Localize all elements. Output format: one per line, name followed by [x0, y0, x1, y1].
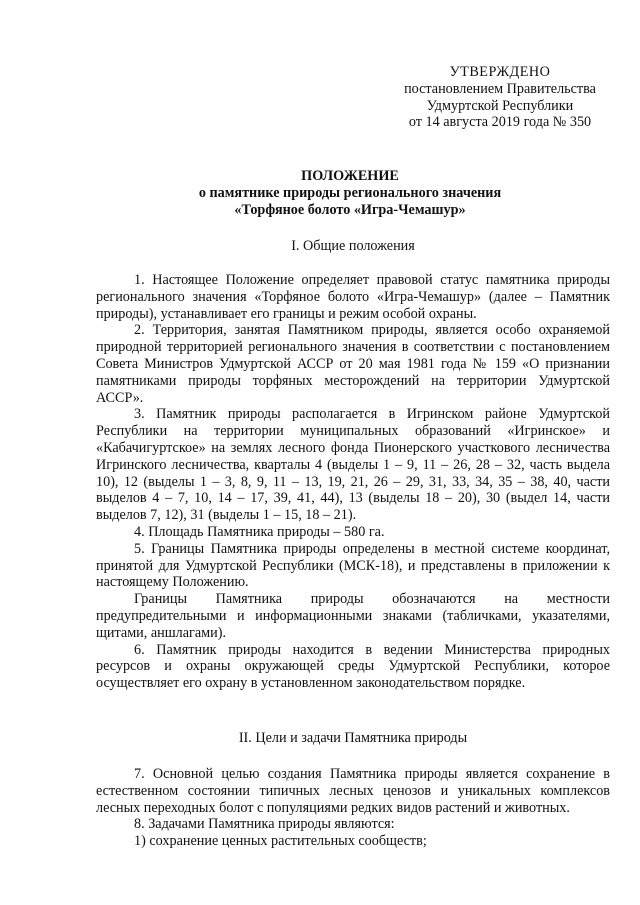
paragraph: 4. Площадь Памятника природы – 580 га. — [134, 523, 385, 540]
section-body — [96, 766, 610, 850]
paragraph: 8. Задачами Памятника природы являются: — [134, 816, 395, 833]
approval-line: Удмуртской Республики — [426, 97, 574, 114]
title-line: «Торфяное болото «Игра-Чемашур» — [234, 201, 466, 218]
paragraph: Границы Памятника природы обозначаются на местности предупредительными и информационными знаками (табличками, указателями, щитами, аншлагами). — [96, 591, 610, 641]
paragraph: 5. Границы Памятника природы определены в местной системе координат, принятой для Удмуртской Республики (МСК-18), и представлены в приложении к настоящему Положению. — [96, 540, 610, 591]
section-heading: II. Цели и задачи Памятника природы — [238, 730, 468, 746]
paragraph: 1. Настоящее Положение определяет правовой статус памятника природы регионального значения «Торфяное болото «Игра-Чемашур» (далее – Памятник природы), устанавливает его границы и режим особой охраны. — [96, 272, 610, 322]
approval-head: УТВЕРЖДЕНО — [449, 64, 551, 80]
paragraph: 1) сохранение ценных растительных сообществ; — [134, 833, 427, 850]
title-line: о памятнике природы регионального значения — [198, 184, 502, 201]
document-title — [90, 168, 610, 218]
approval-stamp — [395, 64, 605, 131]
paragraph: 3. Памятник природы располагается в Игринском районе Удмуртской Республики на территории муниципальных образований «Игринское» и «Кабачигуртское» на землях лесного фонда Пионерского участкового лесничества Игринского лесничества, кварталы 4 (выделы 1 – 9, 11 – 26, 28 – 32, часть выдела 10), 12 (выделы 1 – 3, 8, 9, 11 – 13, 19, 21, 26 – 29, 31, 33, 34, 35 – 38, 40, части выделов 4 – 7, 10, 14 – 17, 39, 41, 44), 13 (выделы 18 – 20), 30 (выдел 14, части выделов 7, 12), 31 (выделы 1 – 15, 18 – 21). — [96, 406, 610, 524]
approval-line: от 14 августа 2019 года № 350 — [408, 114, 592, 131]
section-body — [96, 272, 610, 692]
paragraph: 6. Памятник природы находится в ведении Министерства природных ресурсов и охраны окружающей среды Удмуртской Республики, которое осуществляет его охрану в установленном законодательством порядке. — [96, 641, 610, 692]
paragraph: 2. Территория, занятая Памятником природы, является особо охраняемой природной территорией регионального значения в соответствии с постановлением Совета Министров Удмуртской АССР от 20 мая 1981 года № 159 «О признании памятниками природы торфяных месторождений на территории Удмуртской АССР». — [96, 322, 610, 406]
approval-line: постановлением Правительства — [404, 80, 596, 97]
title-line: ПОЛОЖЕНИЕ — [301, 168, 399, 184]
section-heading: I. Общие положения — [291, 238, 415, 254]
paragraph: 7. Основной целью создания Памятника природы является сохранение в естественном состоянии типичных лесных ценозов и уникальных комплексов лесных переходных болот с популяциями редких видов растений и животных. — [96, 766, 610, 816]
